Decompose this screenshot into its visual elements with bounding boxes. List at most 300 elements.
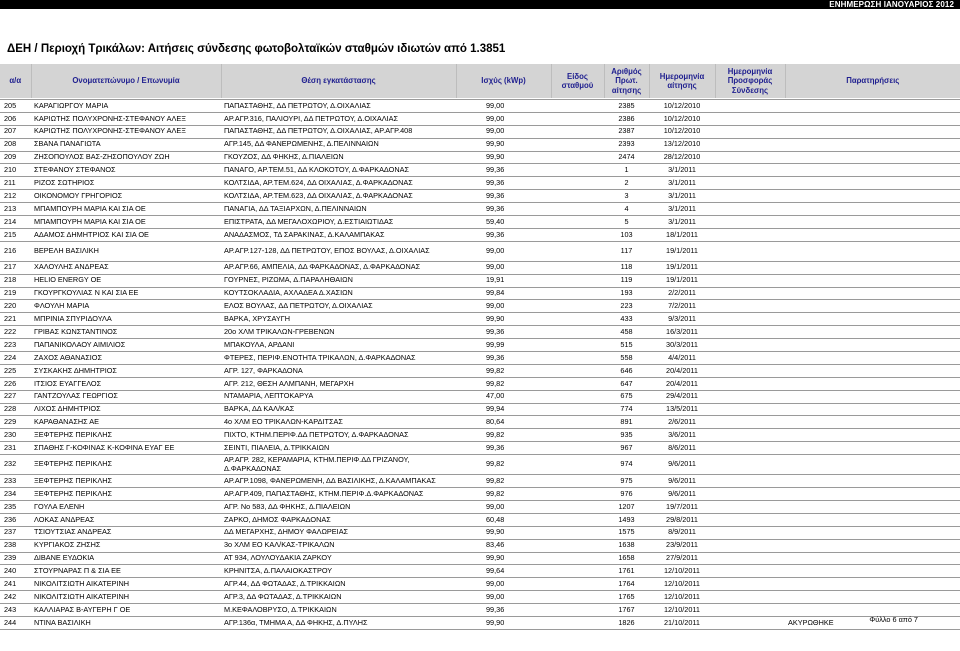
cell-name: ΞΕΦΤΕΡΗΣ ΠΕΡΙΚΛΗΣ (31, 488, 221, 501)
cell-offer-date (715, 177, 785, 190)
cell-protocol: 975 (604, 475, 649, 488)
cell-name: ΣΥΣΚΑΚΗΣ ΔΗΜΗΤΡΙΟΣ (31, 364, 221, 377)
cell-type (551, 552, 604, 565)
cell-protocol: 103 (604, 228, 649, 241)
table-row (0, 203, 960, 216)
cell-app-date: 29/8/2011 (649, 513, 715, 526)
cell-protocol: 967 (604, 442, 649, 455)
cell-offer-date (715, 455, 785, 475)
cell-notes (785, 513, 960, 526)
cell-offer-date (715, 100, 785, 113)
cell-notes (785, 203, 960, 216)
cell-app-date: 8/6/2011 (649, 442, 715, 455)
cell-notes (785, 591, 960, 604)
cell-power: 99,82 (456, 455, 551, 475)
cell-notes (785, 552, 960, 565)
cell-location: ΠΑΝΑΓΙΑ, ΔΔ ΤΑΞΙΑΡΧΩΝ, Δ.ΠΕΛΙΝΝΑΙΩΝ (221, 203, 456, 216)
cell-type (551, 475, 604, 488)
cell-location: ΑΝΑΔΑΣΜΟΣ, ΤΔ ΣΑΡΑΚΙΝΑΣ, Δ.ΚΑΛΑΜΠΑΚΑΣ (221, 228, 456, 241)
cell-app-date: 7/2/2011 (649, 300, 715, 313)
cell-type (551, 313, 604, 326)
cell-app-date: 19/7/2011 (649, 500, 715, 513)
cell-app-date: 9/6/2011 (649, 488, 715, 501)
cell-power: 99,94 (456, 403, 551, 416)
cell-offer-date (715, 300, 785, 313)
sheet-footer: Φύλλο 6 από 7 (869, 615, 918, 624)
cell-name: ΓΟΥΛΑ ΕΛΕΝΗ (31, 500, 221, 513)
cell-notes (785, 164, 960, 177)
cell-type (551, 177, 604, 190)
cell-protocol: 3 (604, 190, 649, 203)
cell-type (551, 339, 604, 352)
cell-app-date: 27/9/2011 (649, 552, 715, 565)
cell-app-date: 19/1/2011 (649, 261, 715, 274)
cell-power: 99,00 (456, 241, 551, 261)
cell-offer-date (715, 190, 785, 203)
cell-notes (785, 500, 960, 513)
cell-notes (785, 455, 960, 475)
col-header-protocol: Αριθμός Πρωτ. αίτησης (604, 64, 649, 98)
cell-name: ΚΑΛΛΙΑΡΑΣ Β-ΑΥΓΕΡΗ Γ ΟΕ (31, 604, 221, 617)
cell-offer-date (715, 241, 785, 261)
cell-type (551, 513, 604, 526)
table-row (0, 261, 960, 274)
cell-name: ΚΑΡΑΓΙΩΡΓΟΥ ΜΑΡΙΑ (31, 100, 221, 113)
cell-name: ΣΤΟΥΡΝΑΡΑΣ Π & ΣΙΑ ΕΕ (31, 565, 221, 578)
cell-notes (785, 352, 960, 365)
cell-offer-date (715, 488, 785, 501)
cell-type (551, 228, 604, 241)
table-row (0, 578, 960, 591)
cell-protocol: 119 (604, 274, 649, 287)
cell-aa: 223 (0, 339, 31, 352)
cell-location: ΓΟΥΡΝΕΣ, ΡΙΖΩΜΑ, Δ.ΠΑΡΑΛΗΘΑΙΩΝ (221, 274, 456, 287)
cell-protocol: 515 (604, 339, 649, 352)
table-row (0, 364, 960, 377)
cell-power: 99,00 (456, 300, 551, 313)
cell-type (551, 151, 604, 164)
cell-notes (785, 287, 960, 300)
table-row (0, 442, 960, 455)
cell-aa: 239 (0, 552, 31, 565)
cell-app-date: 2/6/2011 (649, 416, 715, 429)
cell-name: ΜΠΡΙΝΙΑ ΣΠΥΡΙΔΟΥΛΑ (31, 313, 221, 326)
cell-power: 80,64 (456, 416, 551, 429)
cell-aa: 242 (0, 591, 31, 604)
table-row (0, 488, 960, 501)
cell-protocol: 935 (604, 429, 649, 442)
cell-app-date: 12/10/2011 (649, 604, 715, 617)
cell-offer-date (715, 125, 785, 138)
table-row (0, 151, 960, 164)
cell-app-date: 3/1/2011 (649, 203, 715, 216)
cell-protocol: 2387 (604, 125, 649, 138)
cell-type (551, 300, 604, 313)
cell-offer-date (715, 416, 785, 429)
cell-name: HELIO ENERGY OE (31, 274, 221, 287)
cell-offer-date (715, 513, 785, 526)
cell-notes (785, 326, 960, 339)
cell-notes (785, 151, 960, 164)
cell-name: ΓΡΙΒΑΣ ΚΩΝΣΤΑΝΤΙΝΟΣ (31, 326, 221, 339)
cell-offer-date (715, 164, 785, 177)
table-row (0, 100, 960, 113)
cell-type (551, 591, 604, 604)
cell-location: ΠΑΝΑΓΟ, ΑΡ.ΤΕΜ.51, ΔΔ ΚΛΟΚΟΤΟΥ, Δ.ΦΑΡΚΑΔΟΝΑΣ (221, 164, 456, 177)
cell-protocol: 1767 (604, 604, 649, 617)
cell-protocol: 1493 (604, 513, 649, 526)
cell-name: ΓΑΝΤΖΟΥΛΑΣ ΓΕΩΡΓΙΟΣ (31, 390, 221, 403)
cell-power: 99,00 (456, 591, 551, 604)
cell-name: ΛΟΚΑΣ ΑΝΔΡΕΑΣ (31, 513, 221, 526)
cell-notes (785, 539, 960, 552)
table-row (0, 177, 960, 190)
col-header-aa: α/α (0, 64, 31, 98)
cell-name: ΝΤΙΝΑ ΒΑΣΙΛΙΚΗ (31, 616, 221, 629)
cell-power: 99,82 (456, 475, 551, 488)
cell-location: ΚΡΗΝΙΤΣΑ, Δ.ΠΑΛΑΙΟΚΑΣΤΡΟΥ (221, 565, 456, 578)
cell-notes (785, 313, 960, 326)
cell-offer-date (715, 565, 785, 578)
cell-protocol: 2386 (604, 112, 649, 125)
cell-name: ΚΥΡΓΙΑΚΟΣ ΖΗΣΗΣ (31, 539, 221, 552)
cell-offer-date (715, 216, 785, 229)
cell-aa: 211 (0, 177, 31, 190)
cell-notes (785, 261, 960, 274)
cell-power: 99,36 (456, 326, 551, 339)
cell-offer-date (715, 500, 785, 513)
table-row (0, 390, 960, 403)
col-header-location: Θέση εγκατάστασης (221, 64, 456, 98)
cell-notes (785, 112, 960, 125)
cell-protocol: 1761 (604, 565, 649, 578)
cell-aa: 234 (0, 488, 31, 501)
cell-offer-date (715, 203, 785, 216)
cell-protocol: 193 (604, 287, 649, 300)
cell-power: 47,00 (456, 390, 551, 403)
cell-type (551, 455, 604, 475)
cell-name: ΜΠΑΜΠΟΥΡΗ ΜΑΡΙΑ ΚΑΙ ΣΙΑ ΟΕ (31, 216, 221, 229)
cell-power: 99,90 (456, 138, 551, 151)
cell-offer-date (715, 526, 785, 539)
cell-notes (785, 565, 960, 578)
cell-power: 99,82 (456, 488, 551, 501)
cell-app-date: 10/12/2010 (649, 112, 715, 125)
cell-name: ΜΠΑΜΠΟΥΡΗ ΜΑΡΙΑ ΚΑΙ ΣΙΑ ΟΕ (31, 203, 221, 216)
cell-protocol: 117 (604, 241, 649, 261)
cell-app-date: 19/1/2011 (649, 241, 715, 261)
cell-app-date: 3/1/2011 (649, 216, 715, 229)
cell-aa: 218 (0, 274, 31, 287)
cell-type (551, 364, 604, 377)
cell-name: ΣΤΕΦΑΝΟΥ ΣΤΕΦΑΝΟΣ (31, 164, 221, 177)
cell-type (551, 390, 604, 403)
cell-aa: 205 (0, 100, 31, 113)
cell-type (551, 352, 604, 365)
cell-offer-date (715, 539, 785, 552)
cell-aa: 217 (0, 261, 31, 274)
cell-notes: ΑΚΥΡΩΘΗΚΕ (785, 616, 960, 629)
cell-app-date: 20/4/2011 (649, 377, 715, 390)
cell-protocol: 1575 (604, 526, 649, 539)
cell-protocol: 974 (604, 455, 649, 475)
cell-aa: 230 (0, 429, 31, 442)
table-row (0, 300, 960, 313)
cell-aa: 227 (0, 390, 31, 403)
cell-app-date: 20/4/2011 (649, 364, 715, 377)
cell-app-date: 9/3/2011 (649, 313, 715, 326)
cell-app-date: 10/12/2010 (649, 125, 715, 138)
cell-location: ΦΤΕΡΕΣ, ΠΕΡΙΦ.ΕΝΟΤΗΤΑ ΤΡΙΚΑΛΩΝ, Δ.ΦΑΡΚΑΔΟΝΑΣ (221, 352, 456, 365)
cell-offer-date (715, 604, 785, 617)
cell-type (551, 203, 604, 216)
cell-protocol: 647 (604, 377, 649, 390)
cell-power: 99,36 (456, 177, 551, 190)
table-row (0, 403, 960, 416)
cell-app-date: 30/3/2011 (649, 339, 715, 352)
cell-location: ΑΡ.ΑΓΡ.316, ΠΑΛΙΟΥΡΙ, ΔΔ ΠΕΤΡΩΤΟΥ, Δ.ΟΙΧΑΛΙΑΣ (221, 112, 456, 125)
col-header-notes: Παρατηρήσεις (785, 64, 960, 98)
cell-type (551, 377, 604, 390)
table-body (0, 100, 960, 630)
cell-protocol: 2 (604, 177, 649, 190)
table-row (0, 552, 960, 565)
col-header-app-date: Ημερομηνία αίτησης (649, 64, 715, 98)
cell-notes (785, 100, 960, 113)
cell-type (551, 526, 604, 539)
cell-app-date: 3/1/2011 (649, 177, 715, 190)
cell-aa: 209 (0, 151, 31, 164)
cell-offer-date (715, 616, 785, 629)
table-row (0, 326, 960, 339)
cell-power: 99,36 (456, 164, 551, 177)
cell-protocol: 558 (604, 352, 649, 365)
cell-location: ΑΓΡ. Νο 583, ΔΔ ΦΗΚΗΣ, Δ.ΠΙΑΛΕΙΩΝ (221, 500, 456, 513)
cell-aa: 236 (0, 513, 31, 526)
update-label: ΕΝΗΜΕΡΩΣΗ ΙΑΝΟΥΑΡΙΟΣ 2012 (829, 0, 954, 9)
cell-name: ΝΙΚΟΛΙΤΣΙΩΤΗ ΑΙΚΑΤΕΡΙΝΗ (31, 578, 221, 591)
cell-type (551, 138, 604, 151)
cell-aa: 233 (0, 475, 31, 488)
cell-protocol: 1 (604, 164, 649, 177)
cell-app-date: 9/6/2011 (649, 455, 715, 475)
cell-notes (785, 300, 960, 313)
cell-protocol: 1638 (604, 539, 649, 552)
cell-power: 99,90 (456, 313, 551, 326)
cell-power: 99,99 (456, 339, 551, 352)
cell-name: ΖΑΧΟΣ ΑΘΑΝΑΣΙΟΣ (31, 352, 221, 365)
cell-offer-date (715, 112, 785, 125)
cell-app-date: 29/4/2011 (649, 390, 715, 403)
cell-app-date: 3/6/2011 (649, 429, 715, 442)
table-row (0, 274, 960, 287)
top-header-bar (0, 0, 960, 9)
cell-location: ΑΓΡ.3, ΔΔ ΦΩΤΑΔΑΣ, Δ.ΤΡΙΚΚΑΙΩΝ (221, 591, 456, 604)
cell-aa: 226 (0, 377, 31, 390)
cell-protocol: 976 (604, 488, 649, 501)
table-row (0, 539, 960, 552)
table-row (0, 526, 960, 539)
cell-power: 99,36 (456, 604, 551, 617)
cell-protocol: 1207 (604, 500, 649, 513)
table-row (0, 455, 960, 475)
col-header-power: Ισχύς (kWp) (456, 64, 551, 98)
cell-app-date: 8/9/2011 (649, 526, 715, 539)
table-row (0, 429, 960, 442)
cell-aa: 224 (0, 352, 31, 365)
cell-location: ΚΟΛΤΣΙΔΑ, ΑΡ.ΤΕΜ.623, ΔΔ ΟΙΧΑΛΙΑΣ, Δ.ΦΑΡΚΑΔΟΝΑΣ (221, 190, 456, 203)
cell-name: ΛΙΧΟΣ ΔΗΜΗΤΡΙΟΣ (31, 403, 221, 416)
cell-location: ΚΟΛΤΣΙΔΑ, ΑΡ.ΤΕΜ.624, ΔΔ ΟΙΧΑΛΙΑΣ, Δ.ΦΑΡΚΑΔΟΝΑΣ (221, 177, 456, 190)
cell-power: 99,90 (456, 552, 551, 565)
cell-power: 99,82 (456, 429, 551, 442)
cell-type (551, 274, 604, 287)
applications-table (0, 64, 960, 630)
cell-aa: 231 (0, 442, 31, 455)
cell-power: 99,00 (456, 112, 551, 125)
cell-location: ΒΑΡΚΑ, ΧΡΥΣΑΥΓΗ (221, 313, 456, 326)
cell-power: 99,82 (456, 377, 551, 390)
cell-name: ΞΕΦΤΕΡΗΣ ΠΕΡΙΚΛΗΣ (31, 475, 221, 488)
cell-location: ΣΕΙΝΤΙ, ΠΙΑΛΕΙΑ, Δ.ΤΡΙΚΚΑΙΩΝ (221, 442, 456, 455)
cell-name: ΚΑΡΑΘΑΝΑΣΗΣ ΑΕ (31, 416, 221, 429)
cell-aa: 238 (0, 539, 31, 552)
cell-protocol: 891 (604, 416, 649, 429)
cell-aa: 215 (0, 228, 31, 241)
table-row (0, 164, 960, 177)
cell-location: ΝΤΑΜΑΡΙΑ, ΛΕΠΤΟΚΑΡΥΑ (221, 390, 456, 403)
cell-notes (785, 274, 960, 287)
cell-power: 60,48 (456, 513, 551, 526)
cell-aa: 219 (0, 287, 31, 300)
cell-location: ΑΡ.ΑΓΡ.127-128, ΔΔ ΠΕΤΡΩΤΟΥ, ΕΠΟΣ ΒΟΥΛΑΣ, Δ.ΟΙΧΑΛΙΑΣ (221, 241, 456, 261)
cell-power: 83,46 (456, 539, 551, 552)
cell-app-date: 12/10/2011 (649, 565, 715, 578)
cell-offer-date (715, 364, 785, 377)
cell-power: 99,36 (456, 203, 551, 216)
cell-aa: 207 (0, 125, 31, 138)
cell-notes (785, 125, 960, 138)
cell-name: ΔΙΒΑΝΕ ΕΥΔΟΚΙΑ (31, 552, 221, 565)
cell-protocol: 1658 (604, 552, 649, 565)
cell-aa: 228 (0, 403, 31, 416)
table-row (0, 125, 960, 138)
cell-name: ΟΙΚΟΝΟΜΟΥ ΓΡΗΓΟΡΙΟΣ (31, 190, 221, 203)
table-row (0, 216, 960, 229)
cell-protocol: 675 (604, 390, 649, 403)
cell-type (551, 326, 604, 339)
cell-name: ΒΕΡΕΛΗ ΒΑΣΙΛΙΚΗ (31, 241, 221, 261)
table-row (0, 604, 960, 617)
cell-type (551, 429, 604, 442)
cell-location: ΠΑΠΑΣΤΑΘΗΣ, ΔΔ ΠΕΤΡΩΤΟΥ, Δ.ΟΙΧΑΛΙΑΣ (221, 100, 456, 113)
cell-protocol: 223 (604, 300, 649, 313)
cell-name: ΖΗΣΟΠΟΥΛΟΣ ΒΑΣ-ΖΗΣΟΠΟΥΛΟΥ ΖΩΗ (31, 151, 221, 164)
cell-app-date: 3/1/2011 (649, 190, 715, 203)
cell-offer-date (715, 151, 785, 164)
cell-power: 99,36 (456, 442, 551, 455)
cell-notes (785, 429, 960, 442)
cell-aa: 243 (0, 604, 31, 617)
table-row (0, 190, 960, 203)
cell-offer-date (715, 377, 785, 390)
cell-name: ΧΑΛΟΥΛΗΣ ΑΝΔΡΕΑΣ (31, 261, 221, 274)
cell-notes (785, 228, 960, 241)
cell-offer-date (715, 261, 785, 274)
cell-offer-date (715, 552, 785, 565)
cell-offer-date (715, 429, 785, 442)
cell-type (551, 403, 604, 416)
cell-type (551, 164, 604, 177)
cell-offer-date (715, 287, 785, 300)
cell-aa: 241 (0, 578, 31, 591)
cell-location: ΑΓΡ. 127, ΦΑΡΚΑΔΟΝΑ (221, 364, 456, 377)
cell-notes (785, 216, 960, 229)
cell-protocol: 646 (604, 364, 649, 377)
table-row (0, 475, 960, 488)
cell-type (551, 241, 604, 261)
cell-aa: 216 (0, 241, 31, 261)
table-row (0, 228, 960, 241)
table-row (0, 377, 960, 390)
cell-aa: 244 (0, 616, 31, 629)
cell-app-date: 16/3/2011 (649, 326, 715, 339)
cell-location: ΜΠΑΚΟΥΛΑ, ΑΡΔΑΝΙ (221, 339, 456, 352)
cell-location: ΠΑΠΑΣΤΑΘΗΣ, ΔΔ ΠΕΤΡΩΤΟΥ, Δ.ΟΙΧΑΛΙΑΣ, ΑΡ.ΑΓΡ.408 (221, 125, 456, 138)
table-row (0, 313, 960, 326)
cell-notes (785, 177, 960, 190)
cell-offer-date (715, 390, 785, 403)
cell-app-date: 23/9/2011 (649, 539, 715, 552)
cell-offer-date (715, 313, 785, 326)
cell-location: ΑΡ.ΑΓΡ.409, ΠΑΠΑΣΤΑΘΗΣ, ΚΤΗΜ.ΠΕΡΙΦ.Δ.ΦΑΡΚΑΔΟΝΑΣ (221, 488, 456, 501)
cell-protocol: 2385 (604, 100, 649, 113)
cell-notes (785, 488, 960, 501)
cell-name: ΚΑΡΙΩΤΗΣ ΠΟΛΥΧΡΟΝΗΣ-ΣΤΕΦΑΝΟΥ ΑΛΕΞ (31, 125, 221, 138)
cell-type (551, 125, 604, 138)
cell-notes (785, 390, 960, 403)
cell-app-date: 28/12/2010 (649, 151, 715, 164)
cell-power: 99,84 (456, 287, 551, 300)
cell-power: 99,90 (456, 526, 551, 539)
cell-name: ΝΙΚΟΛΙΤΣΙΩΤΗ ΑΙΚΑΤΕΡΙΝΗ (31, 591, 221, 604)
cell-notes (785, 526, 960, 539)
cell-app-date: 18/1/2011 (649, 228, 715, 241)
cell-app-date: 12/10/2011 (649, 591, 715, 604)
table-row (0, 112, 960, 125)
table-row (0, 616, 960, 629)
cell-type (551, 261, 604, 274)
cell-notes (785, 377, 960, 390)
cell-location: 20ο ΧΛΜ ΤΡΙΚΑΛΩΝ-ΓΡΕΒΕΝΩΝ (221, 326, 456, 339)
cell-name: ΠΑΠΑΝΙΚΟΛΑΟΥ ΑΙΜΙΛΙΟΣ (31, 339, 221, 352)
cell-power: 99,00 (456, 125, 551, 138)
cell-type (551, 539, 604, 552)
cell-app-date: 4/4/2011 (649, 352, 715, 365)
cell-type (551, 578, 604, 591)
col-header-name: Ονοματεπώνυμο / Επωνυμία (31, 64, 221, 98)
cell-aa: 221 (0, 313, 31, 326)
cell-location: ΚΟΥΤΣΟΚΛΑΔΙΑ, ΑΧΛΑΔΕΑ Δ.ΧΑΣΙΩΝ (221, 287, 456, 300)
table-row (0, 352, 960, 365)
table-header-row (0, 64, 960, 98)
cell-location: ΑΡ.ΑΓΡ. 282, ΚΕΡΑΜΑΡΙΑ, ΚΤΗΜ.ΠΕΡΙΦ.ΔΔ ΓΡΙΖΑΝΟΥ, Δ.ΦΑΡΚΑΔΟΝΑΣ (221, 455, 456, 475)
cell-power: 99,36 (456, 352, 551, 365)
cell-protocol: 1826 (604, 616, 649, 629)
table-row (0, 565, 960, 578)
cell-power: 99,00 (456, 261, 551, 274)
cell-location: ΖΑΡΚΟ, ΔΗΜΟΣ ΦΑΡΚΑΔΟΝΑΣ (221, 513, 456, 526)
